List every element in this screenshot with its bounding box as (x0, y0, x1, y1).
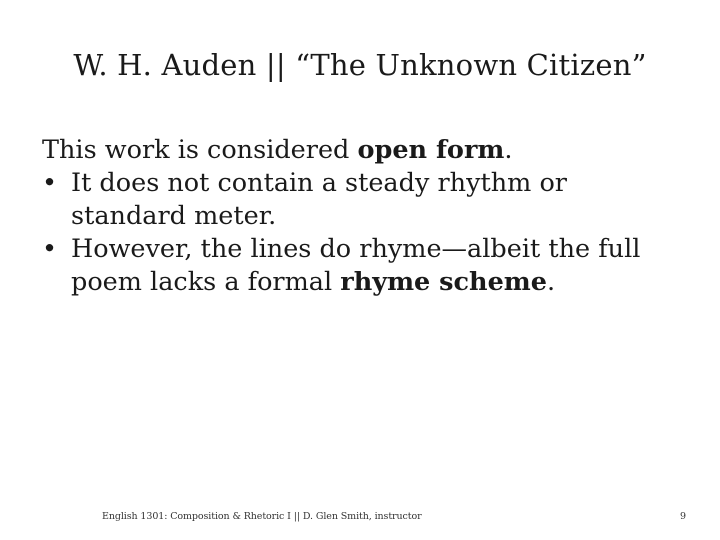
bullet-item (42, 167, 682, 233)
slide-body (42, 134, 682, 299)
slide-footer: English 1301: Composition & Rhetoric I || D. Glen Smith, instructor (102, 511, 422, 522)
intro-bold-term: open form (357, 135, 505, 165)
bullet-text: However, the lines do rhyme—albeit the full poem lacks a formal (71, 234, 641, 297)
intro-period: . (504, 135, 513, 165)
bullet-marker: • (42, 168, 58, 198)
bullet-bold-term: rhyme scheme (340, 267, 548, 297)
bullet-text: It does not contain a steady rhythm or standard meter. (71, 168, 567, 231)
bullet-item (42, 233, 682, 299)
page-number: 9 (679, 511, 686, 522)
bullet-marker: • (42, 234, 58, 264)
intro-text: This work is considered (42, 135, 358, 165)
bullet-period: . (547, 267, 556, 297)
intro-line (42, 134, 682, 167)
slide-title: W. H. Auden || “The Unknown Citizen” (73, 48, 647, 82)
